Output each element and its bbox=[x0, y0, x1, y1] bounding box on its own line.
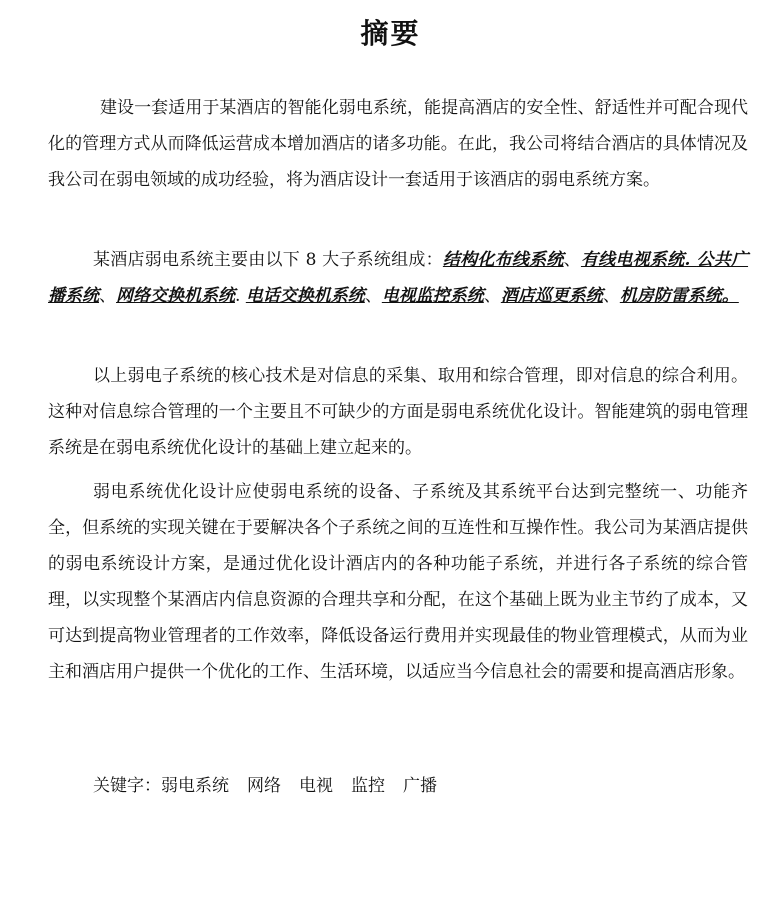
subsystem-public-broadcast: 公共广播系统 bbox=[48, 250, 749, 306]
subsystem-network-switch: 网络交换机系统 bbox=[116, 286, 235, 306]
abstract-title: 摘要 bbox=[360, 17, 421, 50]
paragraph-optimization: 弱电系统优化设计应使弱电系统的设备、子系统及其系统平台达到完整统一、功能齐全，但系统的实现关键在于要解决各个子系统之间的互连性和互操作性。我公司为某酒店提供的弱电系统设计方案，是通过优化设计酒店内的各种功能子系统，并进行各子系统的综合管理，以实现整个某酒店内信息资源的合理共享和分配，在这个基础上既为业主节约了成本，又可达到提高物业管理者的工作效率，降低设备运行费用并实现最佳的物业管理模式，从而为业主和酒店用户提供一个优化的工作、生活环境，以适应当今信息社会的需要和提高酒店形象。 bbox=[48, 482, 748, 682]
keywords-line bbox=[93, 768, 455, 804]
subsystem-cable-tv: 有线电视系统 bbox=[580, 250, 685, 270]
separator: . bbox=[684, 250, 697, 270]
keyword: 网络 bbox=[247, 776, 281, 796]
paragraph-subsystems bbox=[48, 242, 748, 314]
paragraph-core-technology: 以上弱电子系统的核心技术是对信息的采集、取用和综合管理，即对信息的综合利用。这种对信息综合管理的一个主要且不可缺少的方面是弱电系统优化设计。智能建筑的弱电管理系统是在弱电系统优化设计的基础上建立起来的。 bbox=[48, 366, 748, 458]
subsystem-cabling: 结构化布线系统 bbox=[442, 250, 564, 270]
keyword: 广播 bbox=[403, 776, 437, 796]
keyword: 监控 bbox=[351, 776, 385, 796]
separator: 、 bbox=[483, 286, 501, 306]
subsystems-intro: 某酒店弱电系统主要由以下 8 大子系统组成： bbox=[93, 250, 443, 270]
separator: 。 bbox=[721, 286, 739, 306]
paragraph-introduction: 建设一套适用于某酒店的智能化弱电系统，能提高酒店的安全性、舒适性并可配合现代化的管理方式从而降低运营成本增加酒店的诸多功能。在此，我公司将结合酒店的具体情况及我公司在弱电领域的成功经验，将为酒店设计一套适用于该酒店的弱电系统方案。 bbox=[48, 98, 748, 190]
subsystem-patrol: 酒店巡更系统 bbox=[500, 286, 603, 306]
separator: . bbox=[235, 286, 246, 306]
subsystem-telephone-switch: 电话交换机系统 bbox=[245, 286, 365, 306]
separator: 、 bbox=[602, 286, 620, 306]
keywords-label: 关键字： bbox=[93, 776, 161, 796]
separator: 、 bbox=[99, 286, 116, 306]
separator: 、 bbox=[364, 286, 382, 306]
separator: 、 bbox=[563, 250, 581, 270]
subsystem-lightning-protection: 机房防雷系统 bbox=[619, 286, 722, 306]
subsystem-cctv: 电视监控系统 bbox=[381, 286, 484, 306]
keyword: 弱电系统 bbox=[161, 776, 229, 796]
keyword: 电视 bbox=[299, 776, 333, 796]
